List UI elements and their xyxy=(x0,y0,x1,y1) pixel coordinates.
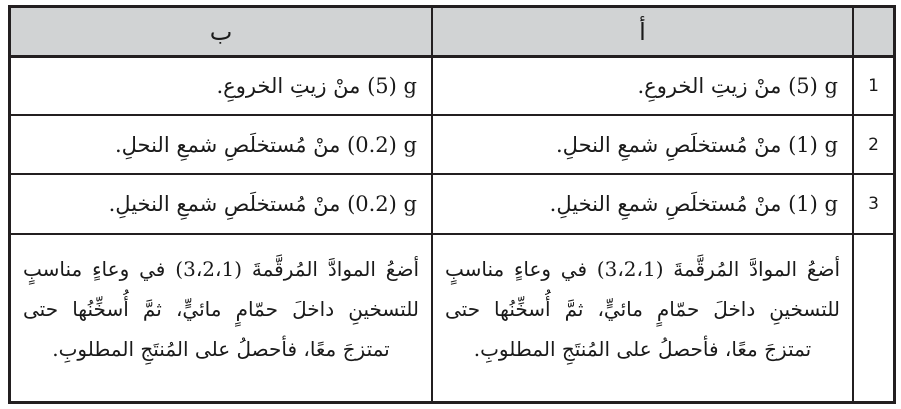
row-3-text-b: g ‏(0.2) منْ مُستخلَصِ شمعِ النخيلِ. xyxy=(108,192,417,216)
row-1-text-a: g ‏(5) منْ زيتِ الخروعِ. xyxy=(637,74,838,98)
row-3-text-a: g ‏(1) منْ مُستخلَصِ شمعِ النخيلِ. xyxy=(549,192,838,216)
header-b-label: ب xyxy=(209,17,233,46)
row-3-cell-b xyxy=(11,175,431,235)
row-2-number: 2 xyxy=(868,134,879,155)
row-2-text-b: g ‏(0.2) منْ مُستخلَصِ شمعِ النحلِ. xyxy=(114,132,417,157)
row-1-number: 1 xyxy=(868,76,879,96)
row-1-number-cell xyxy=(852,58,893,116)
row-1-cell-b xyxy=(11,58,431,116)
row-2-number-cell xyxy=(852,116,893,175)
row-4-text-a: أضعُ الموادَّ المُرقَّمةَ (⁦3،2،1⁩) في وعاءٍ مناسبٍ للتسخينِ داخلَ حمّامٍ مائيٍّ، ثمَّ أُسخِّنُها حتى تمتزجَ معًا، فأحصلُ على المُنتَجِ المطلوبِ. xyxy=(445,257,840,361)
row-1-cell-a xyxy=(431,58,852,116)
row-2-cell-a xyxy=(431,116,852,175)
row-2-text-a: g ‏(1) منْ مُستخلَصِ شمعِ النحلِ. xyxy=(555,132,838,157)
row-4-cell-b xyxy=(11,235,431,401)
row-2-cell-b xyxy=(11,116,431,175)
row-3-number-cell xyxy=(852,175,893,235)
row-1-text-b: g ‏(5) منْ زيتِ الخروعِ. xyxy=(216,74,417,98)
row-3-cell-a xyxy=(431,175,852,235)
row-4-cell-a xyxy=(431,235,852,401)
header-number-column xyxy=(852,8,893,58)
header-column-a xyxy=(431,8,852,58)
materials-table xyxy=(8,5,896,404)
row-3-number: 3 xyxy=(868,194,879,214)
header-column-b xyxy=(11,8,431,58)
row-4-number-cell xyxy=(852,235,893,401)
row-4-text-b: أضعُ الموادَّ المُرقَّمةَ (⁦3،2،1⁩) في وعاءٍ مناسبٍ للتسخينِ داخلَ حمّامٍ مائيٍّ، ثمَّ أُسخِّنُها حتى تمتزجَ معًا، فأحصلُ على المُنتَجِ المطلوبِ. xyxy=(23,257,419,361)
header-a-label: أ xyxy=(639,17,646,46)
